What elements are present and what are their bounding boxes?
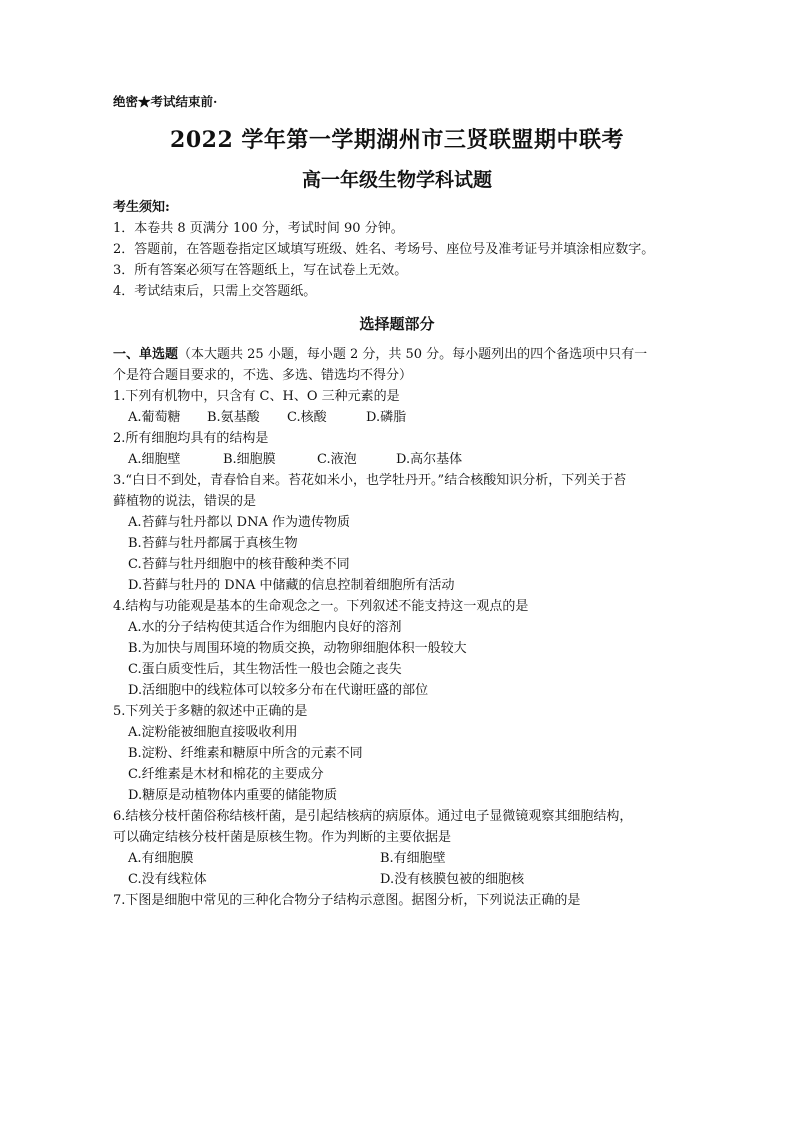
confidential-mark: 绝密★考试结束前·: [113, 94, 218, 109]
option: B.淀粉、纤维素和糖原中所含的元素不同: [128, 746, 363, 761]
question-stem: 7.下图是细胞中常见的三种化合物分子结构示意图。据图分析，下列说法正确的是: [113, 893, 581, 908]
notice-item: 3．所有答案必须写在答题纸上，写在试卷上无效。: [113, 263, 408, 278]
option: B.苔藓与牡丹都属于真核生物: [128, 536, 298, 551]
question-stem-cont: 藓植物的说法，错误的是: [113, 494, 257, 509]
question-stem: 6.结核分枝杆菌俗称结核杆菌，是引起结核病的病原体。通过电子显微镜观察其细胞结构，: [113, 809, 633, 824]
option: D.活细胞中的线粒体可以较多分布在代谢旺盛的部位: [128, 683, 429, 698]
option: A.淀粉能被细胞直接吸收利用: [128, 725, 298, 740]
option: C.没有线粒体: [128, 872, 207, 887]
part-instruction-text: （本大题共 25 小题，每小题 2 分，共 50 分。每小题列出的四个备选项中只有一: [178, 347, 648, 362]
option: B.细胞膜: [223, 452, 276, 467]
option: A.葡萄糖: [128, 410, 181, 425]
notice-item: 1．本卷共 8 页满分 100 分，考试时间 90 分钟。: [113, 221, 404, 236]
part-label: 一、单选题: [113, 347, 179, 362]
option: D.高尔基体: [396, 452, 463, 467]
option-row: [128, 409, 406, 427]
option: D.磷脂: [366, 410, 407, 425]
option: A.细胞壁: [128, 452, 181, 467]
notice-heading: 考生须知:: [113, 200, 170, 215]
part-instruction-cont: 个是符合题目要求的，不选、多选、错选均不得分）: [113, 368, 413, 383]
question-stem: 4.结构与功能观是基本的生命观念之一。下列叙述不能支持这一观点的是: [113, 599, 529, 614]
option: A.苔藓与牡丹都以 DNA 作为遗传物质: [128, 515, 350, 530]
option: C.液泡: [317, 452, 357, 467]
option: C.纤维素是木材和棉花的主要成分: [128, 767, 324, 782]
question-stem-cont: 可以确定结核分枝杆菌是原核生物。作为判断的主要依据是: [113, 830, 452, 845]
option: D.没有核膜包被的细胞核: [380, 872, 525, 887]
exam-title: 2022 学年第一学期湖州市三贤联盟期中联考: [170, 127, 624, 153]
section-title: 选择题部分: [359, 315, 435, 333]
option: D.苔藓与牡丹的 DNA 中储藏的信息控制着细胞所有活动: [128, 578, 455, 593]
option: C.苔藓与牡丹细胞中的核苷酸种类不同: [128, 557, 350, 572]
part-instruction: [113, 346, 647, 364]
notice-item: 4．考试结束后，只需上交答题纸。: [113, 284, 317, 299]
option: B.有细胞壁: [380, 851, 446, 866]
option: A.有细胞膜: [128, 851, 194, 866]
option: A.水的分子结构使其适合作为细胞内良好的溶剂: [128, 620, 402, 635]
option: D.糖原是动植物体内重要的储能物质: [128, 788, 338, 803]
question-stem: 5.下列关于多糖的叙述中正确的是: [113, 704, 308, 719]
option: B.为加快与周围环境的物质交换，动物卵细胞体积一般较大: [128, 641, 467, 656]
option: C.核酸: [287, 410, 327, 425]
option: C.蛋白质变性后，其生物活性一般也会随之丧失: [128, 662, 402, 677]
notice-item: 2．答题前，在答题卷指定区域填写班级、姓名、考场号、座位号及准考证号并填涂相应数字。: [113, 242, 655, 257]
question-stem: 3.“白日不到处，青春恰自来。苔花如米小，也学牡丹开。”结合核酸知识分析，下列关于苔: [113, 473, 627, 488]
option-row: [128, 451, 462, 469]
question-stem: 2.所有细胞均具有的结构是: [113, 431, 269, 446]
option: B.氨基酸: [207, 410, 260, 425]
exam-subtitle: 高一年级生物学科试题: [301, 169, 492, 191]
question-stem: 1.下列有机物中，只含有 C、H、O 三种元素的是: [113, 389, 400, 404]
